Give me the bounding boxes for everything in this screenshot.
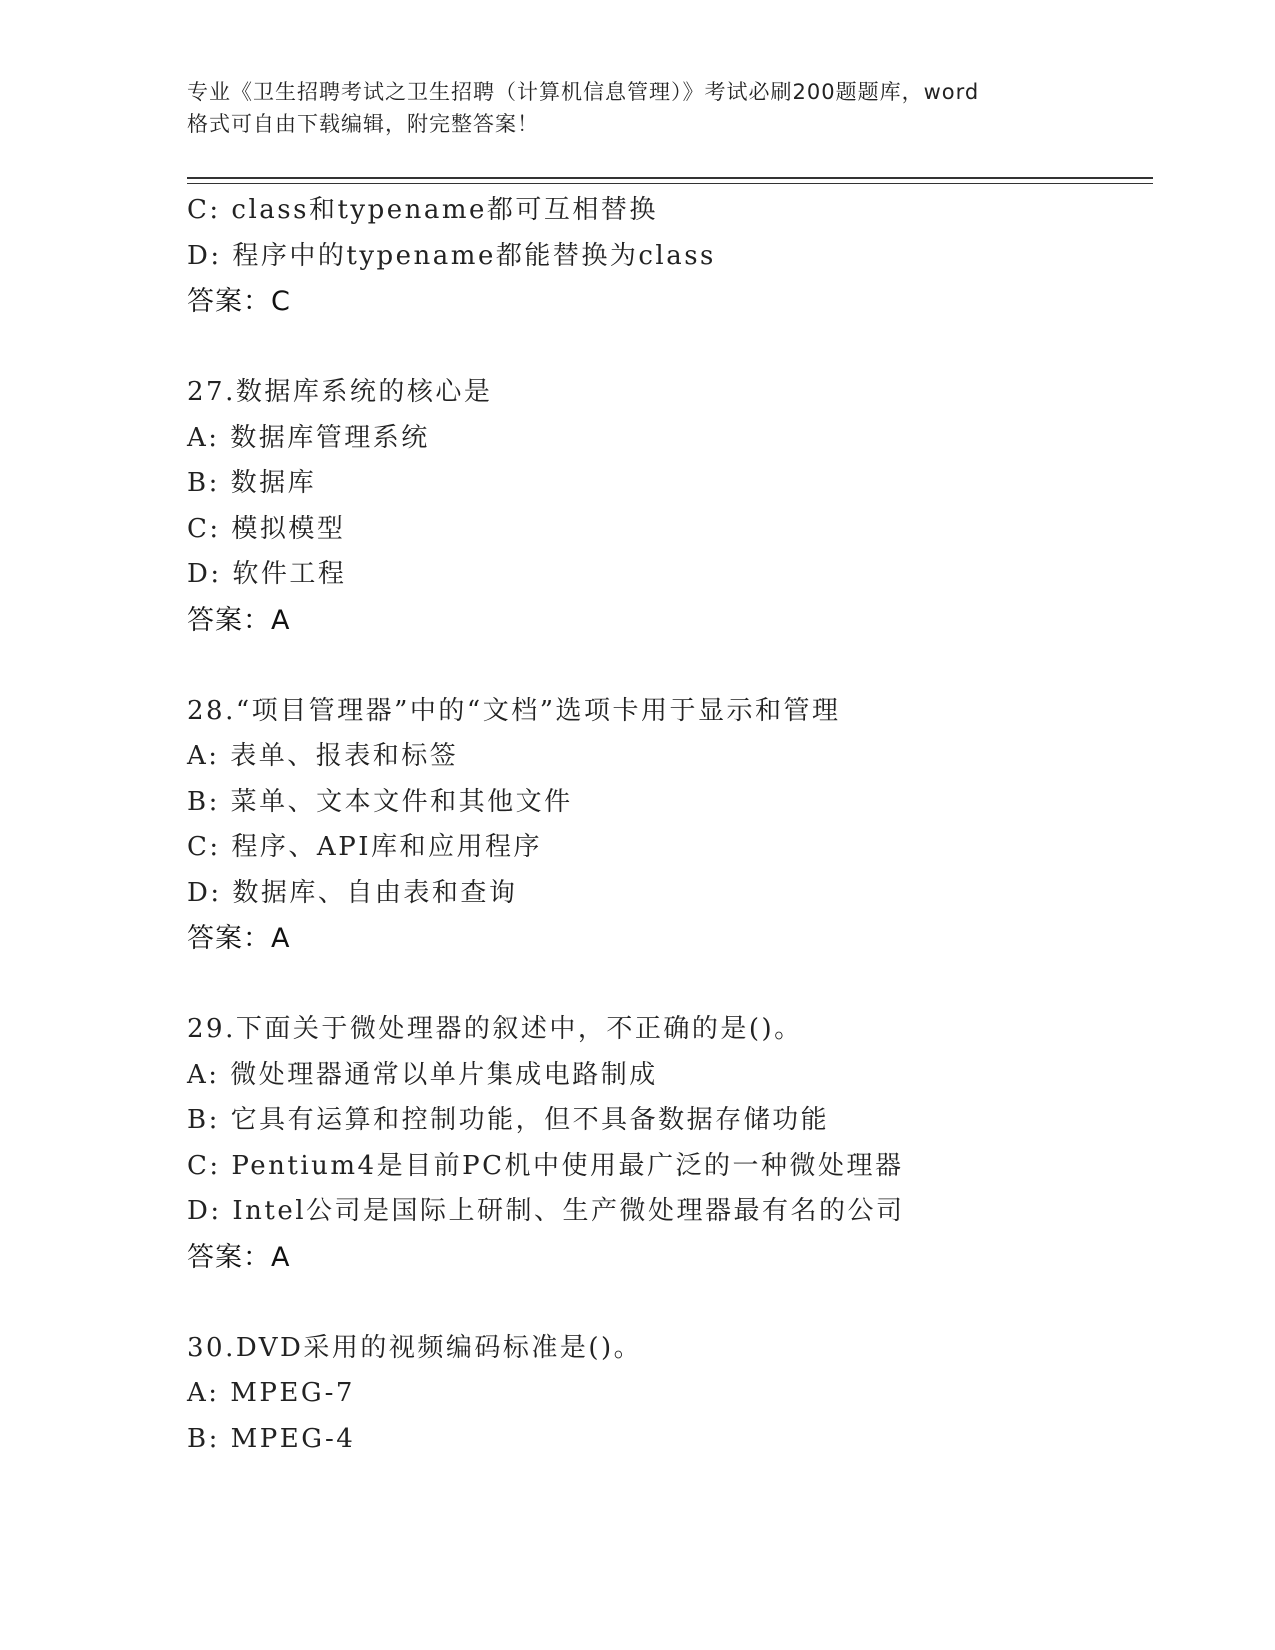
spacer [187,643,1153,689]
answer-label: 答案：A [187,604,291,636]
question-30 [187,1326,1153,1463]
question-28 [187,689,1153,962]
option-a: A: MPEG-7 [187,1378,355,1408]
question-29 [187,1007,1153,1280]
question-stem: 27.数据库系统的核心是 [187,377,493,407]
option-c: C: Pentium4是目前PC机中使用最广泛的一种微处理器 [187,1150,904,1181]
option-d: D: Intel公司是国际上研制、生产微处理器最有名的公司 [187,1196,905,1226]
option-a: A: 数据库管理系统 [187,422,430,453]
option-d: D: 软件工程 [187,559,347,589]
option-a: A: 表单、报表和标签 [187,741,459,771]
option-d: D: 数据库、自由表和查询 [187,877,518,908]
option-c: C: class和typename都可互相替换 [187,195,658,225]
header-divider-thin [187,183,1153,184]
option-b: B: 它具有运算和控制功能，但不具备数据存储功能 [187,1105,830,1135]
answer-label: 答案：C [187,286,291,317]
option-a: A: 微处理器通常以单片集成电路制成 [187,1059,658,1090]
question-stem: 30.DVD采用的视频编码标准是()。 [187,1332,643,1363]
option-d: D: 程序中的typename都能替换为class [187,240,716,271]
option-c: C: 程序、API库和应用程序 [187,832,542,862]
question-stem: 28.“项目管理器”中的“文档”选项卡用于显示和管理 [187,695,841,726]
question-27 [187,370,1153,643]
option-b: B: MPEG-4 [187,1423,356,1454]
spacer [187,325,1153,371]
option-b: B: 数据库 [187,468,317,498]
document-header [187,76,1107,140]
question-list [187,188,1153,1462]
question-stem: 29.下面关于微处理器的叙述中，不正确的是()。 [187,1014,803,1044]
header-divider-thick [187,177,1153,179]
header-title-line-2: 格式可自由下载编辑，附完整答案！ [187,112,539,136]
spacer [187,1280,1153,1326]
spacer [187,962,1153,1008]
option-b: B: 菜单、文本文件和其他文件 [187,786,573,817]
header-title-line-1: 专业《卫生招聘考试之卫生招聘（计算机信息管理）》考试必刷200题题库，word [187,80,980,104]
question-26-continued [187,188,1153,325]
option-c: C: 模拟模型 [187,513,346,544]
answer-label: 答案：A [187,923,291,954]
answer-label: 答案：A [187,1241,291,1273]
